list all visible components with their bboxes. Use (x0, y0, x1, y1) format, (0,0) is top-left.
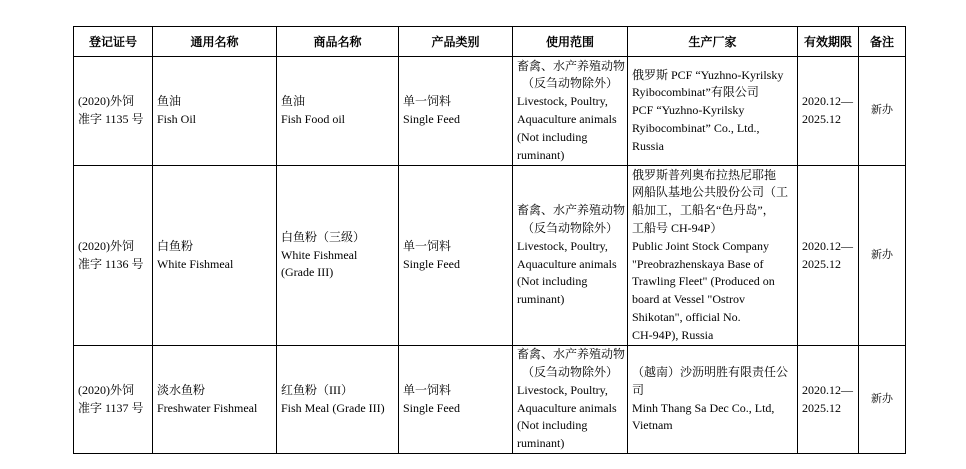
cell-line: 畜禽、水产养殖动物 (517, 58, 626, 73)
cell-line: ruminant) (517, 147, 565, 162)
cell-scope (513, 57, 628, 166)
cell-line: 司 (632, 382, 645, 397)
cell-line: 2025.12 (802, 112, 841, 126)
cell-trade-name (277, 346, 399, 454)
cell-line: Ryibocombinat”有限公司 (632, 85, 759, 100)
cell-manufacturer (628, 346, 798, 454)
table-row (74, 57, 906, 166)
cell-category (399, 57, 513, 166)
header-row (74, 27, 906, 57)
cell-line: Shikotan", official No. (632, 309, 741, 324)
cell-line: 淡水鱼粉 (157, 382, 206, 397)
cell-line: 红鱼粉（III） (281, 382, 353, 397)
header-generic-name: 通用名称 (153, 27, 277, 57)
cell-line: 单一饲料 (403, 238, 452, 253)
cell-manufacturer (628, 166, 798, 346)
cell-line: Livestock, Poultry, (517, 382, 608, 397)
cell-line: Russia (632, 138, 665, 153)
cell-line: Single Feed (403, 256, 460, 271)
cell-generic-name (153, 346, 277, 454)
cell-remarks: 新办 (859, 57, 906, 166)
header-validity: 有效期限 (798, 27, 859, 57)
cell-line: （反刍动物除外） (521, 220, 618, 235)
cell-line: 单一饲料 (403, 94, 452, 109)
cell-line: 2025.12 (802, 256, 841, 271)
cell-line: （反刍动物除外） (521, 364, 618, 379)
cell-line: 鱼油 (281, 94, 306, 109)
cell-trade-name (277, 166, 399, 346)
header-trade-name: 商品名称 (277, 27, 399, 57)
cell-line: Vietnam (632, 418, 673, 433)
cell-line: 2020.12— (802, 94, 853, 109)
cell-line: Aquaculture animals (517, 112, 617, 126)
cell-line: (2020)外饲 (78, 94, 134, 109)
cell-line: （反刍动物除外） (521, 76, 618, 91)
cell-category (399, 166, 513, 346)
cell-line: Single Feed (403, 400, 460, 415)
cell-validity (798, 166, 859, 346)
cell-line: CH-94P), Russia (632, 327, 714, 342)
cell-line: 鱼油 (157, 94, 182, 109)
cell-reg-no (74, 57, 153, 166)
cell-scope (513, 166, 628, 346)
cell-line: ruminant) (517, 436, 565, 451)
cell-line: 白鱼粉 (157, 238, 194, 253)
registration-table (73, 26, 906, 454)
cell-line: 准字 1136 号 (78, 256, 144, 271)
cell-line: 网船队基地公共股份公司（工 (632, 185, 789, 200)
cell-remarks: 新办 (859, 166, 906, 346)
header-remarks: 备注 (859, 27, 906, 57)
cell-line: 畜禽、水产养殖动物 (517, 347, 626, 362)
cell-line: Fish Oil (157, 112, 197, 126)
table-row (74, 346, 906, 454)
cell-line: 工船号 CH-94P） (632, 220, 723, 235)
cell-line: Livestock, Poultry, (517, 94, 608, 109)
cell-line: ruminant) (517, 292, 565, 307)
cell-line: Single Feed (403, 112, 460, 126)
cell-reg-no (74, 346, 153, 454)
cell-line: （越南）沙沥明胜有限责任公 (632, 364, 789, 379)
header-reg-no: 登记证号 (74, 27, 153, 57)
cell-line: Public Joint Stock Company (632, 238, 770, 253)
cell-line: Fish Food oil (281, 112, 346, 126)
cell-line: (Grade III) (281, 265, 334, 280)
cell-line: Livestock, Poultry, (517, 238, 608, 253)
header-category: 产品类别 (399, 27, 513, 57)
cell-line: 单一饲料 (403, 382, 452, 397)
cell-trade-name (277, 57, 399, 166)
cell-line: 准字 1135 号 (78, 112, 144, 126)
header-manufacturer: 生产厂家 (628, 27, 798, 57)
cell-line: White Fishmeal (157, 256, 234, 271)
cell-reg-no (74, 166, 153, 346)
cell-line: Minh Thang Sa Dec Co., Ltd, (632, 400, 775, 415)
cell-line: board at Vessel "Ostrov (632, 292, 745, 307)
cell-line: (Not including (517, 129, 588, 144)
cell-category (399, 346, 513, 454)
cell-line: PCF “Yuzhno-Kyrilsky (632, 103, 745, 118)
header-scope: 使用范围 (513, 27, 628, 57)
cell-remarks: 新办 (859, 346, 906, 454)
cell-line: Aquaculture animals (517, 256, 617, 271)
cell-validity (798, 346, 859, 454)
cell-line: (2020)外饲 (78, 238, 134, 253)
cell-line: 俄罗斯 PCF “Yuzhno-Kyrilsky (632, 67, 784, 82)
cell-line: White Fishmeal (281, 247, 358, 262)
cell-scope (513, 346, 628, 454)
cell-line: 俄罗斯普列奥布拉热尼耶拖 (632, 167, 777, 182)
cell-line: Aquaculture animals (517, 400, 617, 415)
cell-line: 2025.12 (802, 400, 841, 415)
cell-validity (798, 57, 859, 166)
cell-line: Trawling Fleet" (Produced on (632, 274, 775, 289)
table-row (74, 166, 906, 346)
cell-line: (Not including (517, 274, 588, 289)
cell-line: 准字 1137 号 (78, 400, 144, 415)
cell-line: 白鱼粉（三级） (281, 229, 366, 244)
cell-line: 2020.12— (802, 382, 853, 397)
cell-line: 2020.12— (802, 238, 853, 253)
cell-generic-name (153, 166, 277, 346)
cell-line: Fish Meal (Grade III) (281, 400, 385, 415)
cell-generic-name (153, 57, 277, 166)
cell-line: "Preobrazhenskaya Base of (632, 256, 764, 271)
cell-line: Freshwater Fishmeal (157, 400, 258, 415)
cell-line: Ryibocombinat” Co., Ltd., (632, 120, 760, 135)
cell-line: 畜禽、水产养殖动物 (517, 203, 626, 218)
cell-line: (Not including (517, 418, 588, 433)
cell-line: (2020)外饲 (78, 382, 134, 397)
cell-manufacturer (628, 57, 798, 166)
cell-line: 船加工，工船名“色丹岛”， (632, 203, 775, 218)
